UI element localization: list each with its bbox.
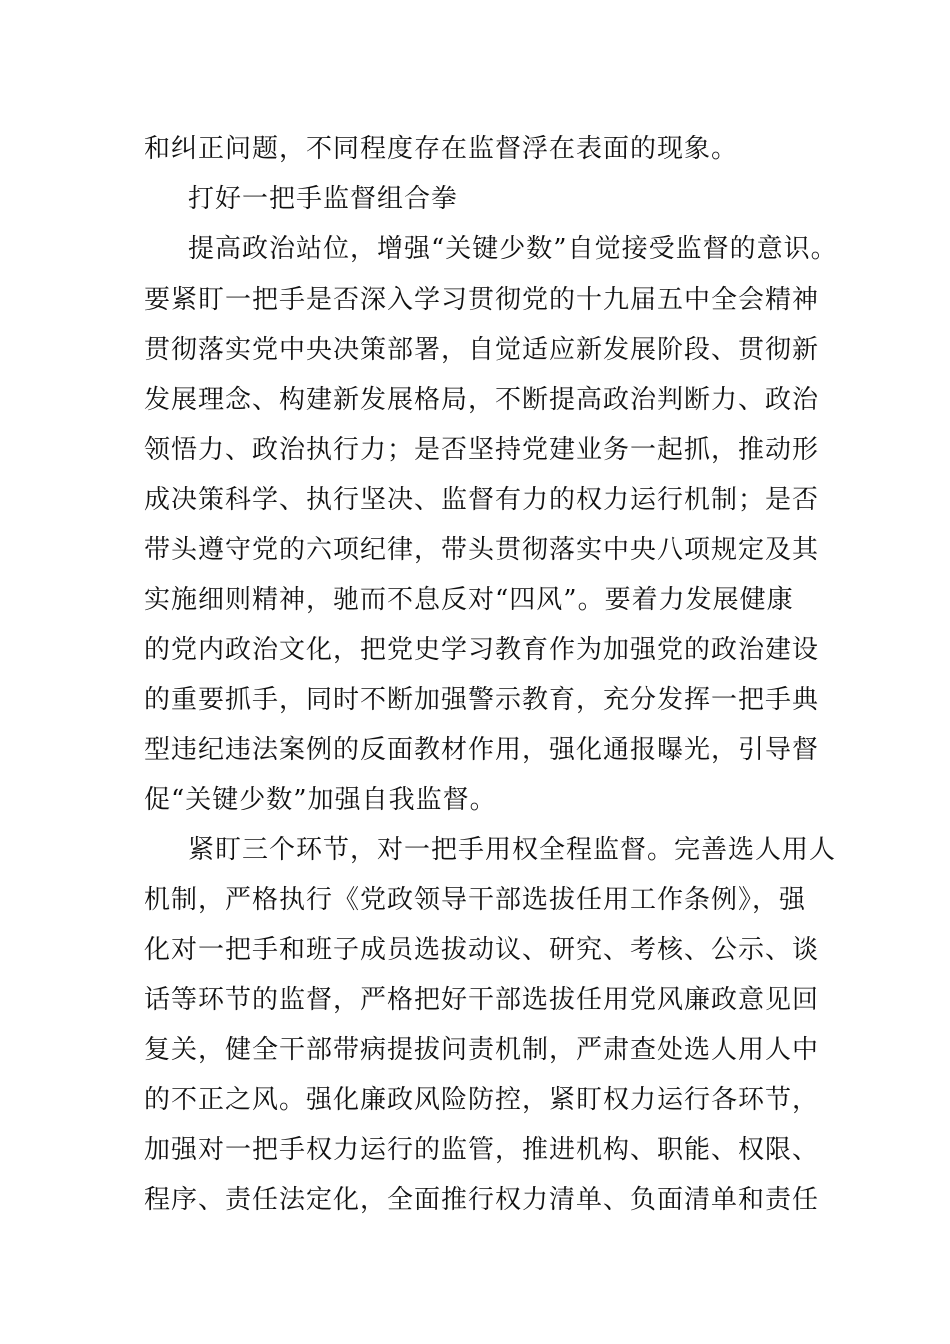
paragraph-2-line-1: 紧盯三个环节，对一把手用权全程监督。完善选人用人 (188, 835, 837, 865)
paragraph-2-line-8: 程序、责任法定化，全面推行权力清单、负面清单和责任 (144, 1185, 820, 1215)
paragraph-1-line-9: 的党内政治文化，把党史学习教育作为加强党的政治建设 (144, 635, 820, 665)
paragraph-1-line-7: 带头遵守党的六项纪律，带头贯彻落实中央八项规定及其 (144, 535, 820, 565)
paragraph-2-line-5: 复关，健全干部带病提拔问责机制，严肃查处选人用人中 (144, 1035, 820, 1065)
section-heading: 打好一把手监督组合拳 (188, 184, 459, 214)
text-line-continuation: 和纠正问题，不同程度存在监督浮在表面的现象。 (144, 134, 739, 164)
paragraph-2-line-3: 化对一把手和班子成员选拔动议、研究、考核、公示、谈 (144, 935, 820, 965)
paragraph-1-line-5: 领悟力、政治执行力；是否坚持党建业务一起抓，推动形 (144, 435, 820, 465)
paragraph-2-line-6: 的不正之风。强化廉政风险防控，紧盯权力运行各环节， (144, 1085, 820, 1115)
paragraph-1-line-2: 要紧盯一把手是否深入学习贯彻党的十九届五中全会精神 (144, 285, 820, 315)
paragraph-2-line-4: 话等环节的监督，严格把好干部选拔任用党风廉政意见回 (144, 985, 820, 1015)
paragraph-1-line-10: 的重要抓手，同时不断加强警示教育，充分发挥一把手典 (144, 685, 820, 715)
paragraph-1-line-8: 实施细则精神，驰而不息反对“四风”。要着力发展健康 (144, 585, 794, 615)
paragraph-1-line-12: 促“关键少数”加强自我监督。 (144, 785, 497, 815)
paragraph-1-line-11: 型违纪违法案例的反面教材作用，强化通报曝光，引导督 (144, 735, 820, 765)
paragraph-2-line-7: 加强对一把手权力运行的监管，推进机构、职能、权限、 (144, 1135, 820, 1165)
paragraph-1-line-1: 提高政治站位，增强“关键少数”自觉接受监督的意识。 (188, 234, 838, 264)
paragraph-1-line-4: 发展理念、构建新发展格局，不断提高政治判断力、政治 (144, 385, 820, 415)
paragraph-1-line-6: 成决策科学、执行坚决、监督有力的权力运行机制；是否 (144, 485, 820, 515)
paragraph-1-line-3: 贯彻落实党中央决策部署，自觉适应新发展阶段、贯彻新 (144, 335, 820, 365)
paragraph-2-line-2: 机制，严格执行《党政领导干部选拔任用工作条例》，强 (144, 885, 807, 915)
